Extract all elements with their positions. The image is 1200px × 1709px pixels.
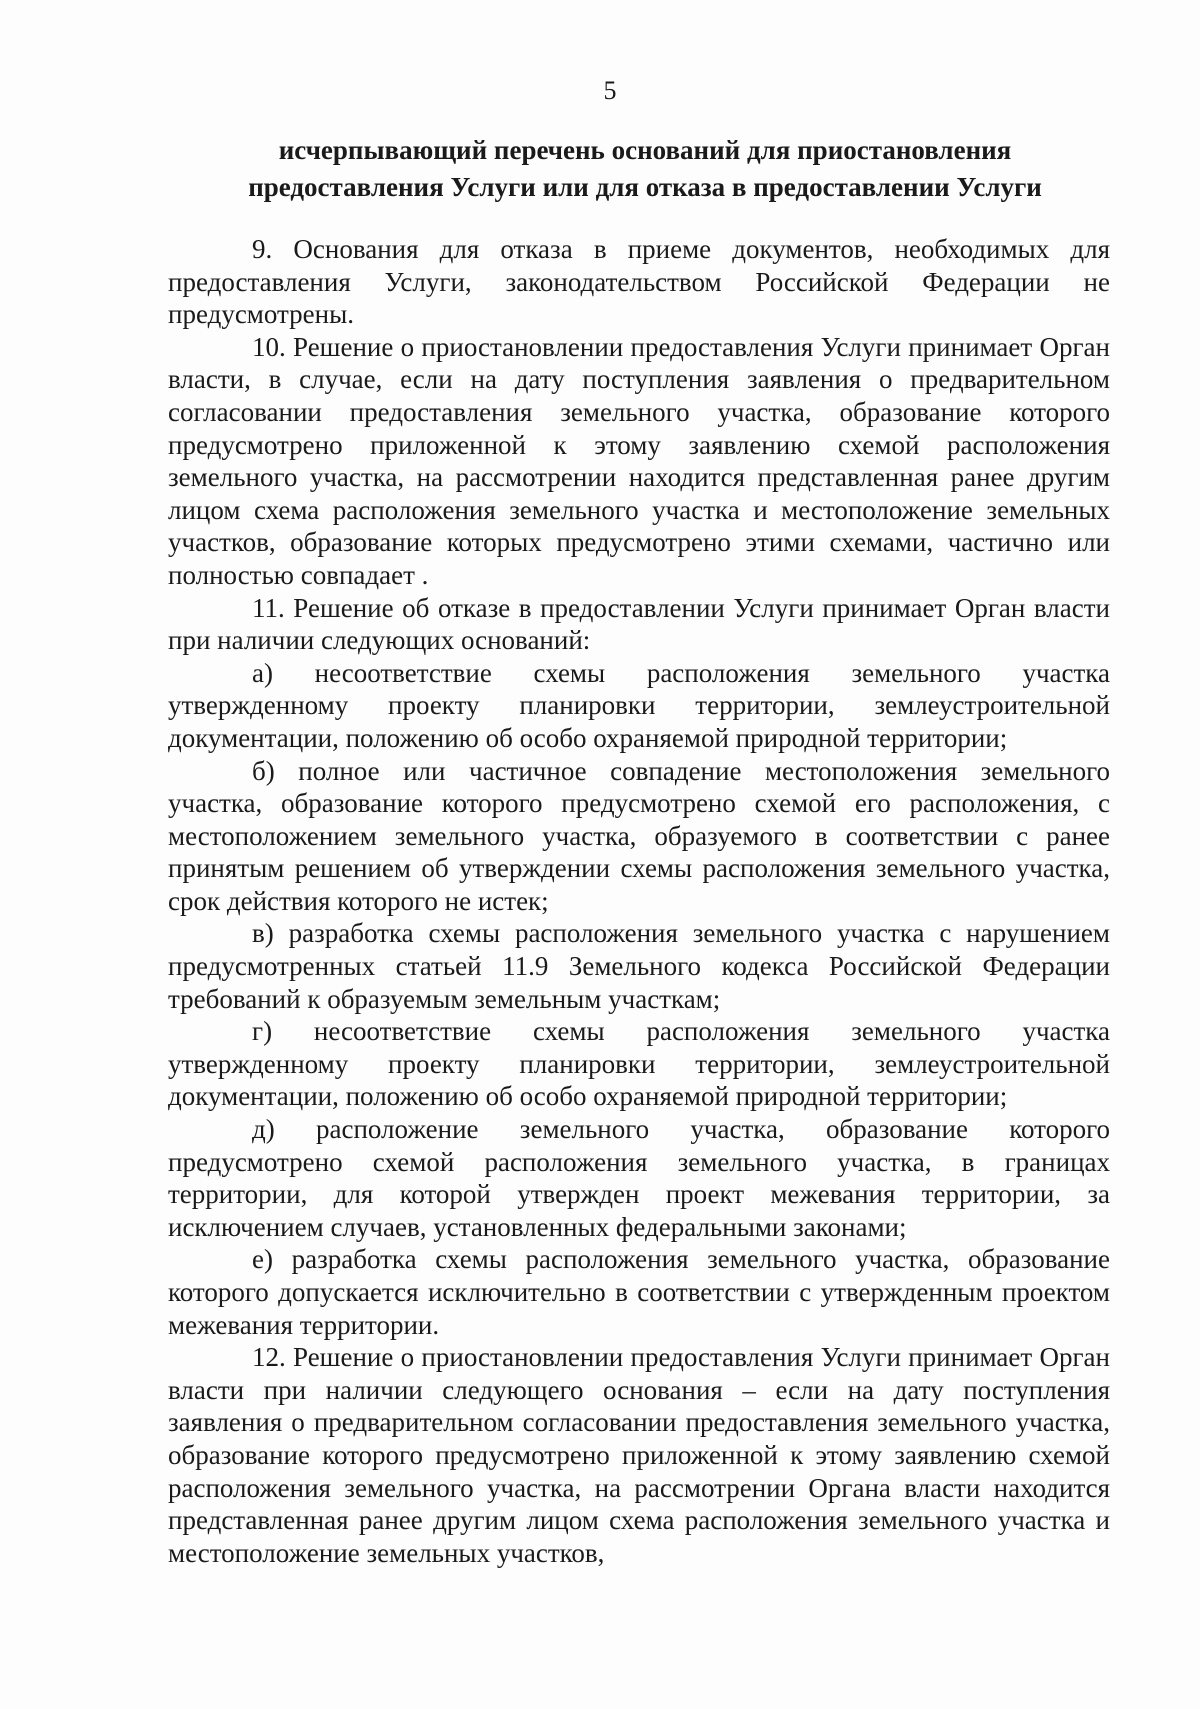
- list-item-g: г) несоответствие схемы расположения земельного участка утвержденному проекту планировки территории, землеустроительной документации, положению об особо охраняемой природной территории;: [168, 1016, 1110, 1112]
- paragraph-11: 11. Решение об отказе в предоставлении Услуги принимает Орган власти при наличии следующих оснований:: [168, 592, 1110, 656]
- list-item-b: б) полное или частичное совпадение местоположения земельного участка, образование которого предусмотрено схемой его расположения, с местоположением земельного участка, образуемого в соответствии с ранее принятым решением об утверждении схемы расположения земельного участка, срок действия которого не истек;: [168, 755, 1110, 916]
- paragraph-9: 9. Основания для отказа в приеме документов, необходимых для предоставления Услуги, законодательством Российской Федерации не предусмотрены.: [168, 234, 1110, 330]
- list-item-d: д) расположение земельного участка, образование которого предусмотрено схемой расположения земельного участка, в границах территории, для которой утвержден проект межевания территории, за исключением случаев, установленных федеральными законами;: [168, 1114, 1110, 1242]
- list-item-a: а) несоответствие схемы расположения земельного участка утвержденному проекту планировки территории, землеустроительной документации, положению об особо охраняемой природной территории;: [168, 657, 1110, 753]
- paragraph-10: 10. Решение о приостановлении предоставления Услуги принимает Орган власти, в случае, если на дату поступления заявления о предварительном согласовании предоставления земельного участка, образование которого предусмотрено приложенной к этому заявлению схемой расположения земельного участка, на рассмотрении находится представленная ранее другим лицом схема расположения земельного участка и местоположение земельных участков, образование которых предусмотрено этими схемами, частично или полностью совпадает .: [168, 331, 1110, 590]
- page-number: 5: [603, 76, 617, 105]
- paragraph-12: 12. Решение о приостановлении предоставления Услуги принимает Орган власти при наличии следующего основания – если на дату поступления заявления о предварительном согласовании предоставления земельного участка, образование которого предусмотрено приложенной к этому заявлению схемой расположения земельного участка, на рассмотрении Органа власти находится представленная ранее другим лицом схема расположения земельного участка и местоположение земельных участков,: [168, 1342, 1110, 1568]
- list-item-e: е) разработка схемы расположения земельного участка, образование которого допускается исключительно в соответствии с утвержденным проектом межевания территории.: [168, 1244, 1110, 1340]
- document-body: [168, 233, 1110, 1569]
- list-item-v: в) разработка схемы расположения земельного участка с нарушением предусмотренных статьей 11.9 Земельного кодекса Российской Федерации требований к образуемым земельным участкам;: [168, 918, 1110, 1014]
- heading-line-2: предоставления Услуги или для отказа в предоставлении Услуги: [248, 172, 1042, 202]
- heading-line-1: исчерпывающий перечень оснований для приостановления: [278, 135, 1012, 165]
- section-heading: [200, 132, 1090, 206]
